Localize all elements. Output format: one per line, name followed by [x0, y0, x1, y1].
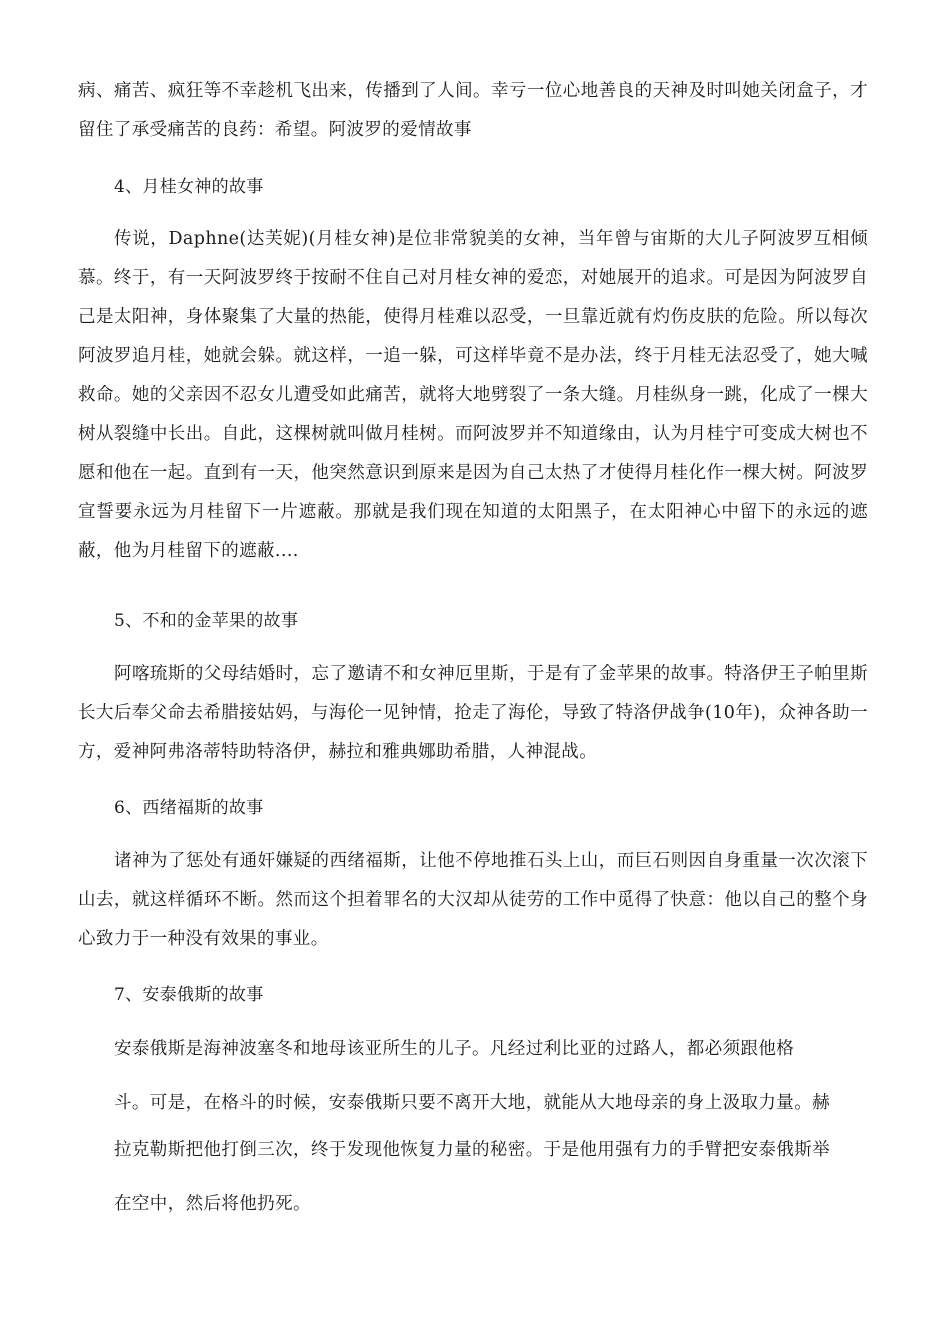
section-body-5: 阿喀琉斯的父母结婚时，忘了邀请不和女神厄里斯，于是有了金苹果的故事。特洛伊王子帕里斯长大后奉父命去希腊接姑妈，与海伦一见钟情，抢走了海伦，导致了特洛伊战争(10年)，众神各助一方，爱神阿弗洛蒂特助特洛伊，赫拉和雅典娜助希腊，人神混战。 [78, 664, 868, 762]
section-body-7-line-3: 拉克勒斯把他打倒三次，终于发现他恢复力量的秘密。于是他用强有力的手臂把安泰俄斯举 [114, 1140, 830, 1160]
section-body-7-line-4: 在空中，然后将他扔死。 [114, 1194, 311, 1214]
section-body-4: 传说，Daphne(达芙妮)(月桂女神)是位非常貌美的女神，当年曾与宙斯的大儿子阿波罗互相倾慕。终于，有一天阿波罗终于按耐不住自己对月桂女神的爱恋，对她展开的追求。可是因为阿波罗自己是太阳神，身体聚集了大量的热能，使得月桂难以忍受，一旦靠近就有灼伤皮肤的危险。所以每次阿波罗追月桂，她就会躲。就这样，一追一躲，可这样毕竟不是办法，终于月桂无法忍受了，她大喊救命。她的父亲因不忍女儿遭受如此痛苦，就将大地劈裂了一条大缝。月桂纵身一跳，化成了一棵大树从裂缝中长出。自此，这棵树就叫做月桂树。而阿波罗并不知道缘由，认为月桂宁可变成大树也不愿和他在一起。直到有一天，他突然意识到原来是因为自己太热了才使得月桂化作一棵大树。阿波罗宣誓要永远为月桂留下一片遮蔽。那就是我们现在知道的太阳黑子，在太阳神心中留下的永远的遮蔽，他为月桂留下的遮蔽.... [78, 229, 868, 561]
section-heading-4: 4、月桂女神的故事 [114, 177, 264, 197]
section-body-7-line-2: 斗。可是，在格斗的时候，安泰俄斯只要不离开大地，就能从大地母亲的身上汲取力量。赫 [114, 1093, 830, 1113]
section-body-6: 诸神为了惩处有通奸嫌疑的西绪福斯，让他不停地推石头上山，而巨石则因自身重量一次次滚下山去，就这样循环不断。然而这个担着罪名的大汉却从徒劳的工作中觅得了快意：他以自己的整个身心致力于一种没有效果的事业。 [78, 851, 868, 949]
section-heading-7: 7、安泰俄斯的故事 [114, 985, 264, 1005]
section-heading-6: 6、西绪福斯的故事 [114, 798, 264, 818]
section-body-7-line-1: 安泰俄斯是海神波塞冬和地母该亚所生的儿子。凡经过利比亚的过路人，都必须跟他格 [114, 1039, 795, 1059]
intro-paragraph: 病、痛苦、疯狂等不幸趁机飞出来，传播到了人间。幸亏一位心地善良的天神及时叫她关闭盒子，才留住了承受痛苦的良药：希望。阿波罗的爱情故事 [78, 81, 868, 140]
section-heading-5: 5、不和的金苹果的故事 [114, 611, 299, 631]
